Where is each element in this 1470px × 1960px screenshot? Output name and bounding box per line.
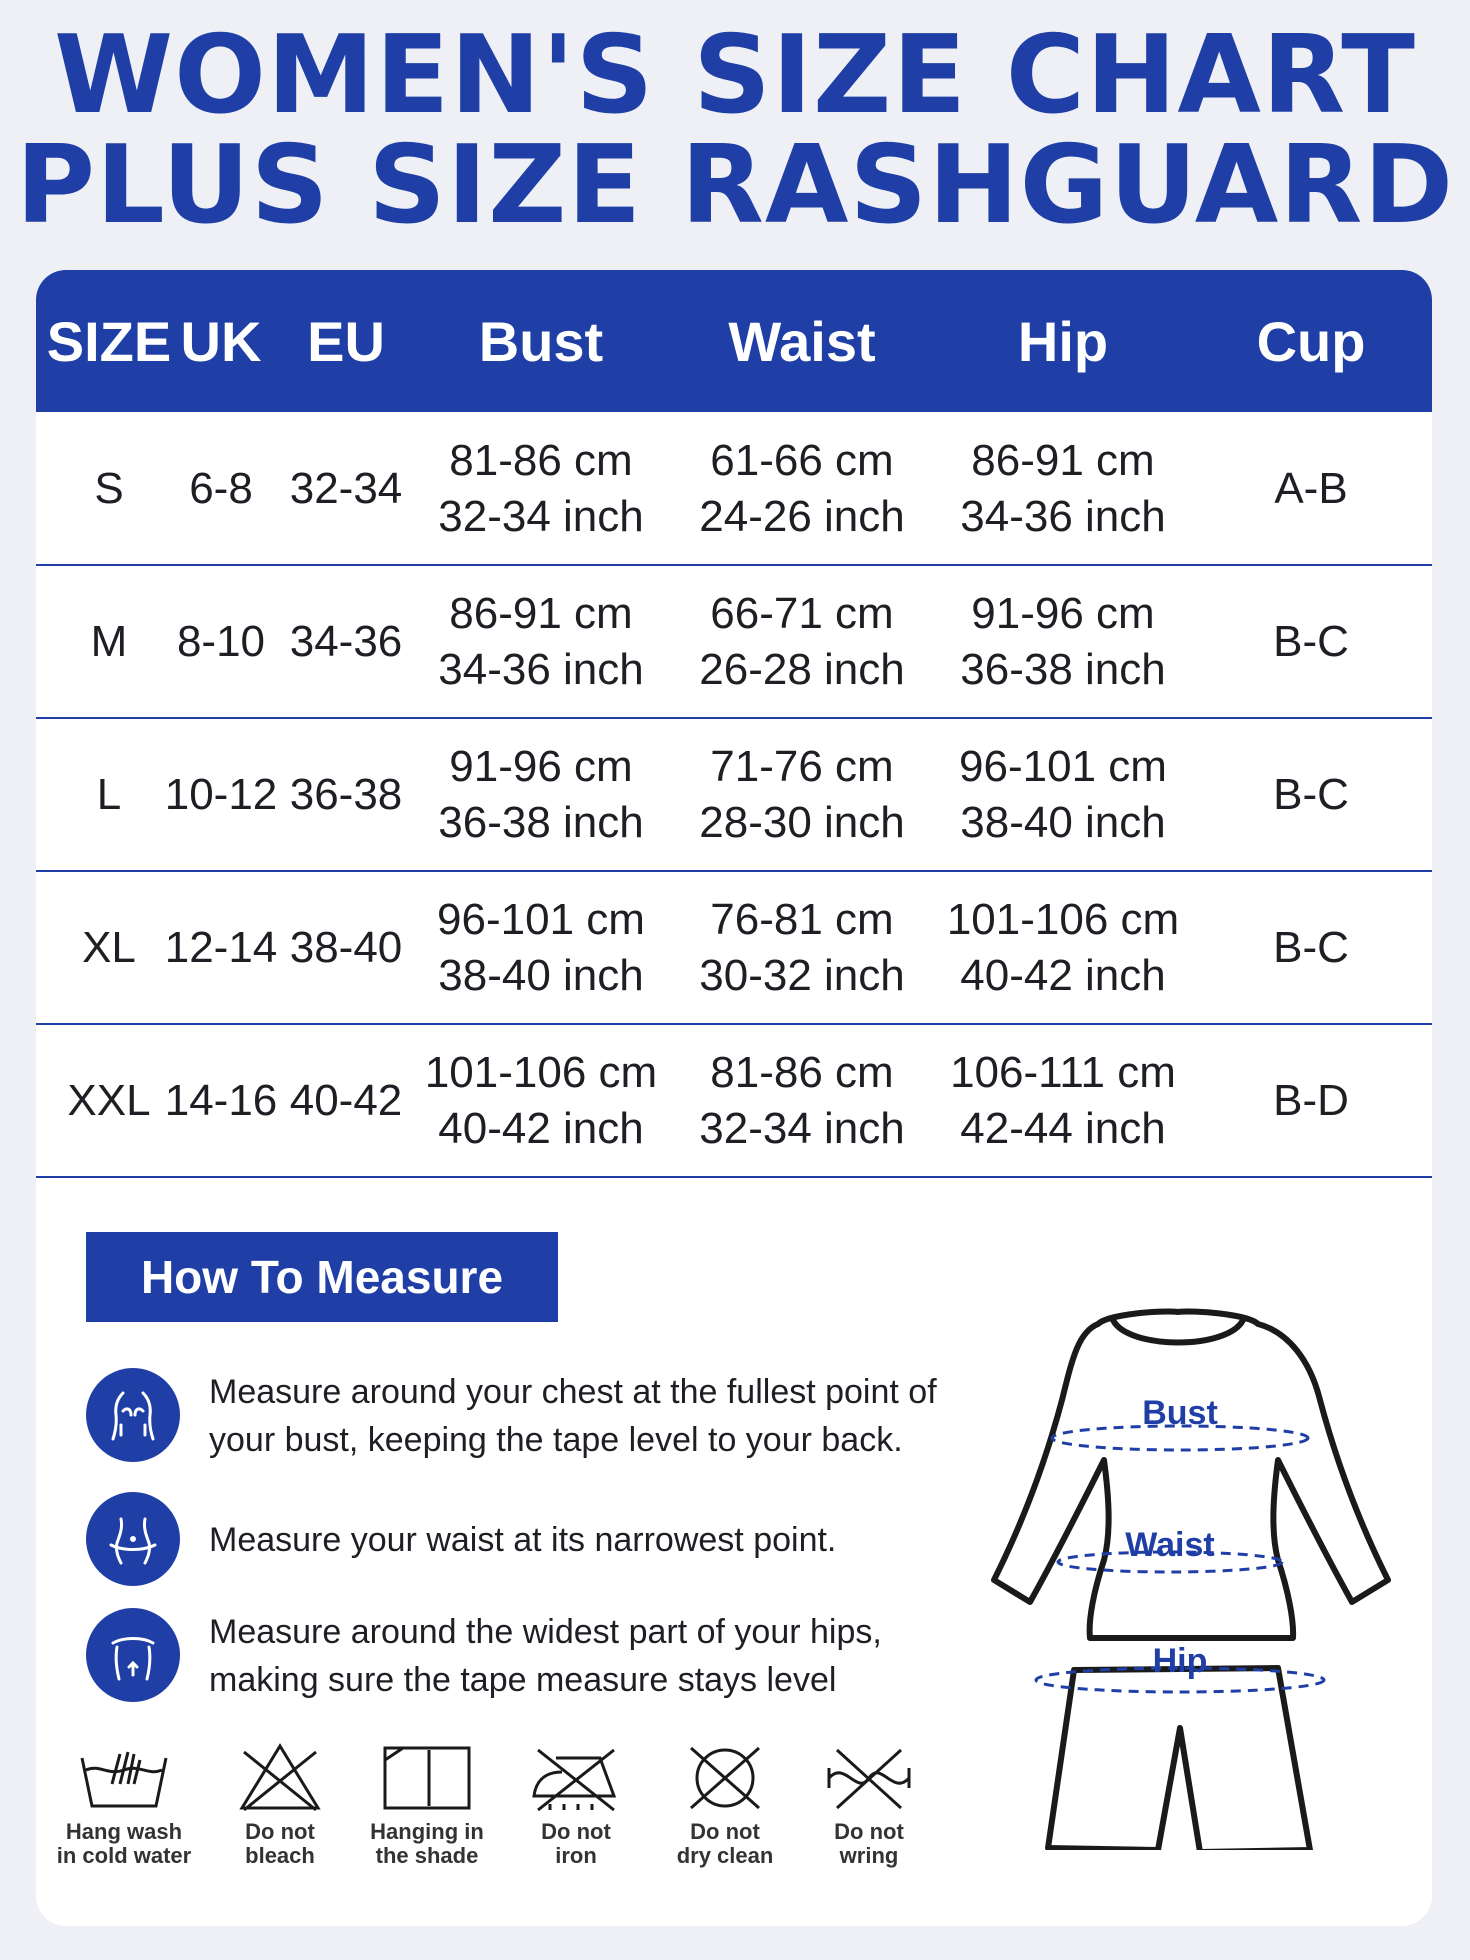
cell-bust-cm: 91-96 cm bbox=[449, 741, 633, 791]
table-cell bbox=[411, 871, 671, 1024]
care-no-bleach-line1: Do not bbox=[245, 1819, 315, 1844]
no-iron-icon bbox=[528, 1740, 624, 1814]
no-wring-icon bbox=[821, 1740, 917, 1814]
cell-cup: B-C bbox=[1273, 616, 1349, 666]
cell-bust-in: 40-42 inch bbox=[438, 1103, 644, 1153]
cell-size: M bbox=[90, 616, 128, 666]
cell-cup: B-C bbox=[1273, 769, 1349, 819]
table-cell bbox=[286, 412, 406, 565]
cell-waist-cm: 71-76 cm bbox=[710, 741, 894, 791]
cell-bust-cm: 96-101 cm bbox=[437, 894, 645, 944]
header-uk: UK bbox=[180, 309, 262, 373]
cell-size: XL bbox=[82, 922, 136, 972]
table-cell bbox=[286, 1024, 406, 1177]
rashguard-diagram bbox=[948, 1290, 1408, 1850]
care-no-dry-clean bbox=[655, 1740, 795, 1868]
cell-waist-in: 32-34 inch bbox=[699, 1103, 905, 1153]
cell-eu: 34-36 bbox=[289, 616, 403, 666]
row-divider bbox=[36, 1176, 1432, 1178]
care-hand-wash-line2: in cold water bbox=[56, 1843, 192, 1868]
table-cell bbox=[54, 871, 164, 1024]
table-cell bbox=[672, 718, 932, 871]
cell-cup: A-B bbox=[1274, 463, 1348, 513]
cell-size: L bbox=[96, 769, 122, 819]
measure-bust-line1: Measure around your chest at the fullest point of bbox=[209, 1373, 937, 1411]
table-cell bbox=[933, 718, 1193, 871]
waist-label: Waist bbox=[1125, 1526, 1215, 1564]
measure-bust-line2: your bust, keeping the tape level to your back. bbox=[209, 1421, 903, 1459]
care-no-dry-clean-line1: Do not bbox=[690, 1819, 760, 1844]
measure-bust-text bbox=[209, 1368, 1009, 1464]
cell-eu: 32-34 bbox=[289, 463, 403, 513]
cell-uk: 8-10 bbox=[176, 616, 266, 666]
table-cell bbox=[672, 412, 932, 565]
care-dry-in-shade-line1: Hanging in bbox=[370, 1819, 484, 1844]
bust-label: Bust bbox=[1142, 1394, 1218, 1432]
cell-hip-cm: 91-96 cm bbox=[971, 588, 1155, 638]
hip-icon bbox=[86, 1608, 180, 1702]
cell-bust-in: 32-34 inch bbox=[438, 491, 644, 541]
page-subtitle: PLUS SIZE RASHGUARD bbox=[15, 123, 1455, 248]
table-header bbox=[36, 270, 1432, 412]
table-cell bbox=[54, 412, 164, 565]
table-cell bbox=[411, 412, 671, 565]
cell-waist-in: 30-32 inch bbox=[699, 950, 905, 1000]
header-eu: EU bbox=[307, 309, 385, 373]
table-cell bbox=[286, 871, 406, 1024]
cell-waist-cm: 61-66 cm bbox=[710, 435, 894, 485]
care-dry-in-shade-line2: the shade bbox=[375, 1843, 479, 1868]
care-label bbox=[54, 1820, 194, 1868]
table-cell bbox=[933, 412, 1193, 565]
care-no-iron bbox=[506, 1740, 646, 1868]
table-cell bbox=[1196, 718, 1426, 871]
table-cell bbox=[286, 565, 406, 718]
cell-cup: B-C bbox=[1273, 922, 1349, 972]
table-cell bbox=[933, 871, 1193, 1024]
measure-waist-text bbox=[209, 1516, 1009, 1564]
table-cell bbox=[166, 412, 276, 565]
table-cell bbox=[1196, 871, 1426, 1024]
care-no-wring-line2: wring bbox=[839, 1843, 899, 1868]
cell-size: XXL bbox=[67, 1075, 151, 1125]
table-cell bbox=[672, 565, 932, 718]
table-cell bbox=[1196, 565, 1426, 718]
cell-uk: 6-8 bbox=[189, 463, 253, 513]
cell-uk: 10-12 bbox=[164, 769, 278, 819]
care-no-dry-clean-line2: dry clean bbox=[676, 1843, 774, 1868]
rashguard-top-outline bbox=[994, 1312, 1388, 1639]
care-dry-in-shade bbox=[357, 1740, 497, 1868]
care-no-bleach bbox=[210, 1740, 350, 1868]
how-to-measure-heading: How To Measure bbox=[86, 1232, 558, 1322]
care-hand-wash-line1: Hang wash bbox=[65, 1819, 183, 1844]
table-cell bbox=[166, 1024, 276, 1177]
measure-hip-line1: Measure around the widest part of your hips, bbox=[209, 1613, 882, 1651]
cell-eu: 40-42 bbox=[289, 1075, 403, 1125]
cell-hip-cm: 106-111 cm bbox=[950, 1047, 1176, 1097]
dry-in-shade-icon bbox=[379, 1740, 475, 1814]
cell-uk: 12-14 bbox=[164, 922, 278, 972]
measure-hip-text bbox=[209, 1608, 1009, 1704]
care-no-wring-line1: Do not bbox=[834, 1819, 904, 1844]
care-hand-wash bbox=[54, 1740, 194, 1868]
cell-bust-cm: 101-106 cm bbox=[424, 1047, 658, 1097]
cell-waist-cm: 81-86 cm bbox=[710, 1047, 894, 1097]
cell-hip-in: 42-44 inch bbox=[960, 1103, 1166, 1153]
cell-bust-in: 38-40 inch bbox=[438, 950, 644, 1000]
cell-hip-cm: 86-91 cm bbox=[971, 435, 1155, 485]
table-cell bbox=[286, 718, 406, 871]
cell-hip-in: 38-40 inch bbox=[960, 797, 1166, 847]
table-cell bbox=[411, 1024, 671, 1177]
cell-eu: 36-38 bbox=[289, 769, 403, 819]
cell-hip-in: 40-42 inch bbox=[960, 950, 1166, 1000]
table-cell bbox=[933, 1024, 1193, 1177]
cell-hip-cm: 101-106 cm bbox=[946, 894, 1180, 944]
cell-waist-cm: 76-81 cm bbox=[710, 894, 894, 944]
chest-icon bbox=[86, 1368, 180, 1462]
header-cup: Cup bbox=[1256, 309, 1366, 373]
care-no-iron-line2: iron bbox=[555, 1843, 597, 1868]
measure-hip-line2: making sure the tape measure stays level bbox=[209, 1661, 837, 1699]
cell-waist-in: 24-26 inch bbox=[699, 491, 905, 541]
hand-wash-icon bbox=[76, 1740, 172, 1814]
cell-hip-in: 34-36 inch bbox=[960, 491, 1166, 541]
cell-waist-in: 26-28 inch bbox=[699, 644, 905, 694]
page-title: WOMEN'S SIZE CHART bbox=[54, 13, 1416, 138]
cell-bust-in: 34-36 inch bbox=[438, 644, 644, 694]
table-cell bbox=[411, 565, 671, 718]
table-cell bbox=[933, 565, 1193, 718]
table-cell bbox=[672, 1024, 932, 1177]
cell-cup: B-D bbox=[1273, 1075, 1349, 1125]
table-cell bbox=[54, 565, 164, 718]
table-cell bbox=[411, 718, 671, 871]
header-bust: Bust bbox=[478, 309, 604, 373]
header-size: SIZE bbox=[46, 309, 172, 373]
cell-hip-in: 36-38 inch bbox=[960, 644, 1166, 694]
care-no-iron-line1: Do not bbox=[541, 1819, 611, 1844]
table-cell bbox=[54, 718, 164, 871]
header-hip: Hip bbox=[1017, 309, 1109, 373]
care-no-bleach-line2: bleach bbox=[245, 1843, 315, 1868]
size-chart-card bbox=[36, 270, 1432, 1926]
no-dry-clean-icon bbox=[677, 1740, 773, 1814]
table-cell bbox=[54, 1024, 164, 1177]
cell-waist-cm: 66-71 cm bbox=[710, 588, 894, 638]
table-cell bbox=[166, 871, 276, 1024]
no-bleach-icon bbox=[232, 1740, 328, 1814]
cell-size: S bbox=[94, 463, 124, 513]
table-cell bbox=[166, 718, 276, 871]
cell-eu: 38-40 bbox=[289, 922, 403, 972]
cell-bust-cm: 81-86 cm bbox=[449, 435, 633, 485]
cell-bust-cm: 86-91 cm bbox=[449, 588, 633, 638]
waist-icon bbox=[86, 1492, 180, 1586]
measure-waist-line1: Measure your waist at its narrowest point. bbox=[209, 1521, 837, 1559]
care-no-wring bbox=[799, 1740, 939, 1868]
cell-uk: 14-16 bbox=[164, 1075, 278, 1125]
shorts-outline bbox=[1048, 1668, 1310, 1850]
table-cell bbox=[1196, 412, 1426, 565]
cell-hip-cm: 96-101 cm bbox=[959, 741, 1167, 791]
cell-waist-in: 28-30 inch bbox=[699, 797, 905, 847]
cell-bust-in: 36-38 inch bbox=[438, 797, 644, 847]
table-cell bbox=[1196, 1024, 1426, 1177]
table-cell bbox=[672, 871, 932, 1024]
hip-label: Hip bbox=[1152, 1642, 1208, 1680]
header-waist: Waist bbox=[728, 309, 876, 373]
table-cell bbox=[166, 565, 276, 718]
